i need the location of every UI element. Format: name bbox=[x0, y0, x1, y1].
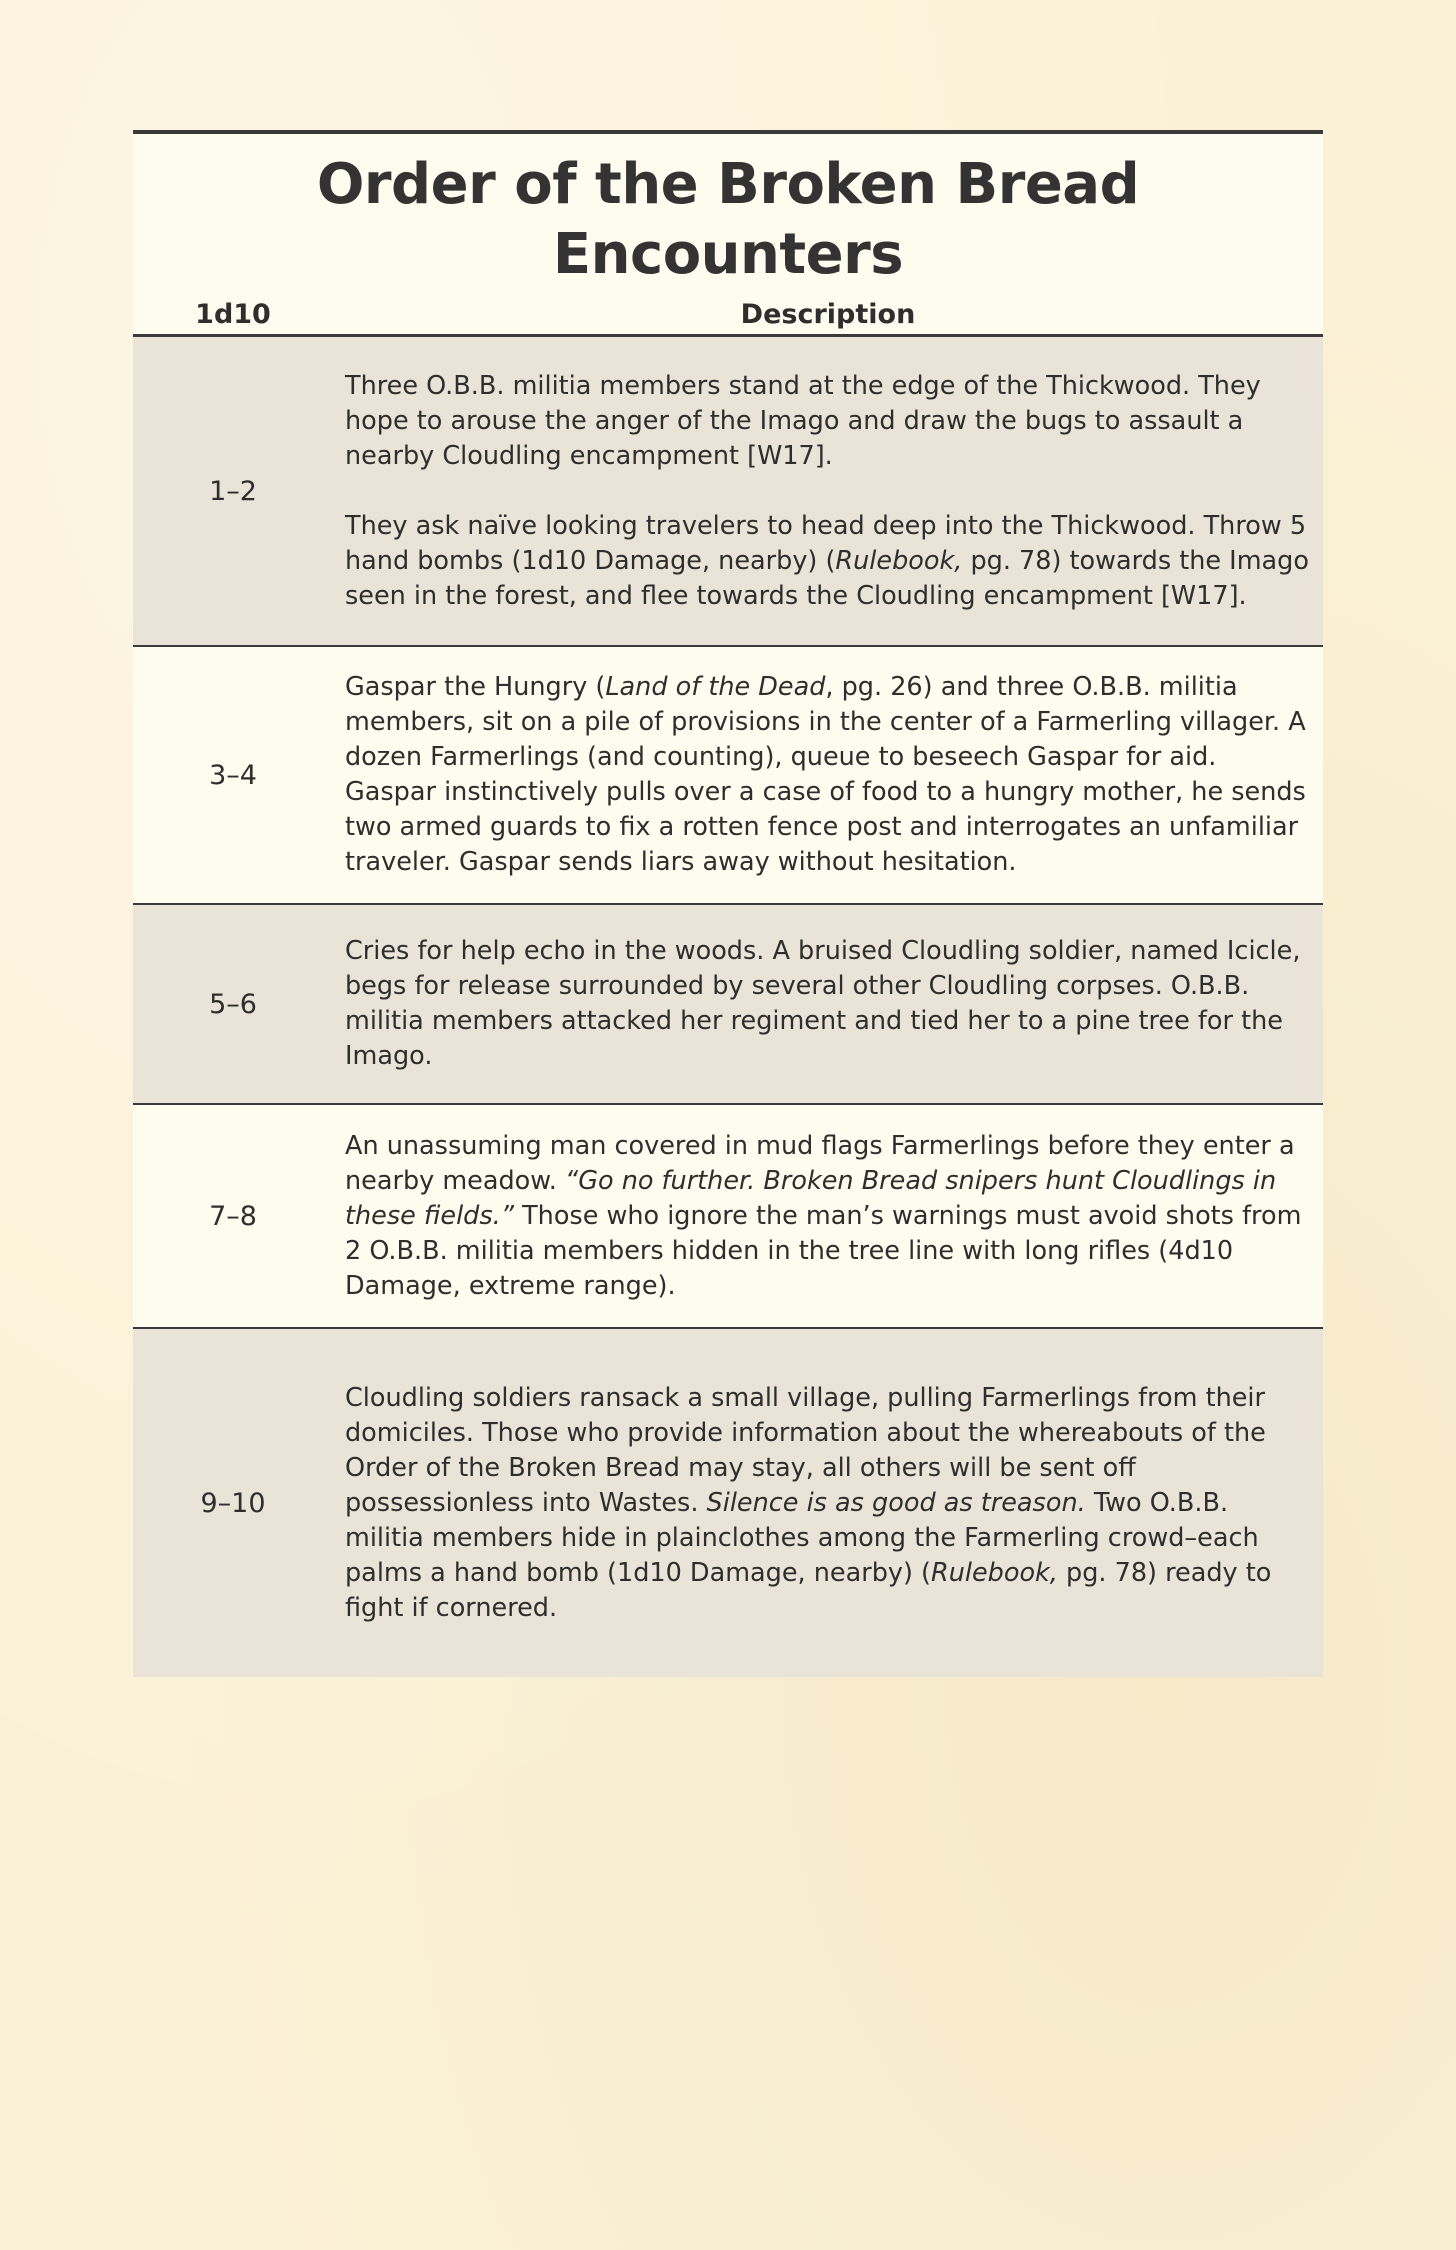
description-paragraph: Gaspar the Hungry (Land of the Dead, pg. 26) and three O.B.B. militia members, sit on a pile of provisions in the center of a Farmerling villager. A dozen Farmerlings (and counting), queue to beseech Gaspar for aid. Gaspar instinctively pulls over a case of food to a hungry mother, he sends two armed guards to fix a rotten fence post and interrogates an unfamiliar traveler. Gaspar sends liars away without hesitation. bbox=[345, 672, 1306, 877]
table-header bbox=[133, 134, 1323, 337]
row-description bbox=[333, 1129, 1323, 1304]
book-reference: Rulebook, bbox=[835, 545, 963, 576]
row-description bbox=[333, 369, 1323, 614]
column-headers bbox=[133, 290, 1323, 337]
table-row bbox=[133, 905, 1323, 1105]
table-title: Order of the Broken Bread Encounters bbox=[316, 152, 1140, 287]
description-paragraph: They ask naïve looking travelers to head deep into the Thickwood. Throw 5 hand bombs (1d10 Damage, nearby) (Rulebook, pg. 78) towards the Imago seen in the forest, and flee towards the Cloudling encampment [W17]. bbox=[345, 510, 1309, 611]
column-header-roll: 1d10 bbox=[195, 299, 271, 330]
description-paragraph: Cries for help echo in the woods. A bruised Cloudling soldier, named Icicle, begs for release surrounded by several other Cloudling corpses. O.B.B. militia members attacked her regiment and tied her to a pine tree for the Imago. bbox=[345, 936, 1301, 1071]
roll-range: 5–6 bbox=[209, 988, 257, 1020]
table-row bbox=[133, 647, 1323, 905]
quoted-warning: “Go no further. Broken Bread snipers hunt Cloudlings in these fields.” bbox=[345, 1165, 1277, 1231]
table-row bbox=[133, 1105, 1323, 1329]
table-row bbox=[133, 1329, 1323, 1677]
description-paragraph: An unassuming man covered in mud flags Farmerlings before they enter a nearby meadow. “Go no further. Broken Bread snipers hunt Cloudlings in these fields.” Those who ignore the man’s warnings must avoid shots from 2 O.B.B. militia members hidden in the tree line with long rifles (4d10 Damage, extreme range). bbox=[345, 1130, 1302, 1301]
encounter-table bbox=[133, 130, 1323, 1677]
roll-range: 9–10 bbox=[200, 1487, 266, 1519]
table-row bbox=[133, 337, 1323, 647]
book-reference: Land of the Dead bbox=[605, 672, 826, 702]
roll-range: 1–2 bbox=[209, 475, 257, 507]
description-paragraph: Three O.B.B. militia members stand at the edge of the Thickwood. They hope to arouse the anger of the Imago and draw the bugs to assault a nearby Cloudling encampment [W17]. bbox=[345, 370, 1261, 471]
book-reference: Rulebook, bbox=[931, 1557, 1058, 1588]
row-description bbox=[333, 670, 1323, 880]
roll-range: 3–4 bbox=[209, 759, 257, 791]
description-paragraph: Cloudling soldiers ransack a small village, pulling Farmerlings from their domiciles. Those who provide information about the whereabouts of the Order of the Broken Bread may stay, all others will be sent off possessionless into Wastes. Silence is as good as treason. Two O.B.B. militia members hide in plainclothes among the Farmerling crowd–each palms a hand bomb (1d10 Damage, nearby) (Rulebook, pg. 78) ready to fight if cornered. bbox=[345, 1382, 1272, 1623]
emphasis-phrase: Silence is as good as treason. bbox=[706, 1487, 1086, 1518]
roll-range: 7–8 bbox=[209, 1200, 257, 1232]
row-description bbox=[333, 1381, 1323, 1626]
row-description bbox=[333, 934, 1323, 1074]
column-header-description: Description bbox=[740, 299, 916, 330]
